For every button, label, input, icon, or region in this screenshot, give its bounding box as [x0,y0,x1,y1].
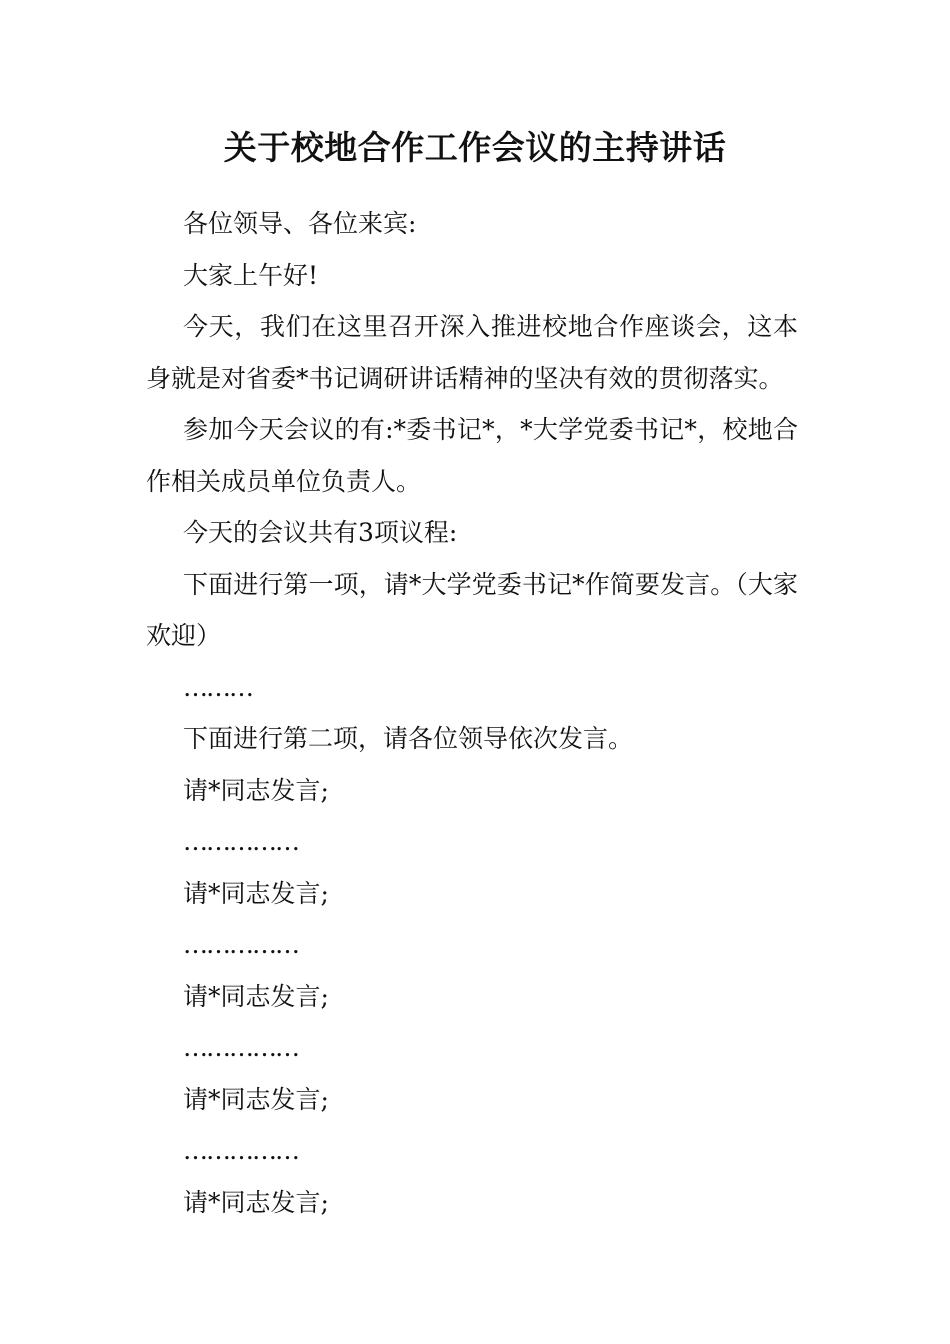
paragraph-agenda-count: 今天的会议共有3项议程: [183,518,458,547]
document-title: 关于校地合作工作会议的主持讲话 [223,128,727,167]
paragraph-item-one: 下面进行第一项，请*大学党委书记*作简要发言。（大家欢迎） [146,569,798,650]
paragraph-attendees: 参加今天会议的有:*委书记*，*大学党委书记*，校地合作相关成员单位负责人。 [146,415,798,496]
speaker-call: 请*同志发言; [183,775,329,805]
paragraph-greeting: 各位领导、各位来宾: [183,209,417,238]
ellipsis-line: …………… [183,1033,298,1062]
document-body [146,198,798,1228]
ellipsis-line: …………… [183,827,298,856]
speaker-call: 请*同志发言; [183,1084,329,1114]
paragraph-good-morning: 大家上午好! [183,260,319,290]
ellipsis-line: …………… [183,930,298,959]
speaker-call: 请*同志发言; [183,1187,329,1217]
paragraph-item-two: 下面进行第二项，请各位领导依次发言。 [183,724,634,753]
paragraph-opening: 今天，我们在这里召开深入推进校地合作座谈会，这本身就是对省委*书记调研讲话精神的坚决有效的贯彻落实。 [146,312,798,393]
ellipsis-line: …………… [183,1136,298,1165]
speaker-call: 请*同志发言; [183,981,329,1011]
speaker-call: 请*同志发言; [183,878,329,908]
ellipsis-line: ……… [183,672,252,702]
